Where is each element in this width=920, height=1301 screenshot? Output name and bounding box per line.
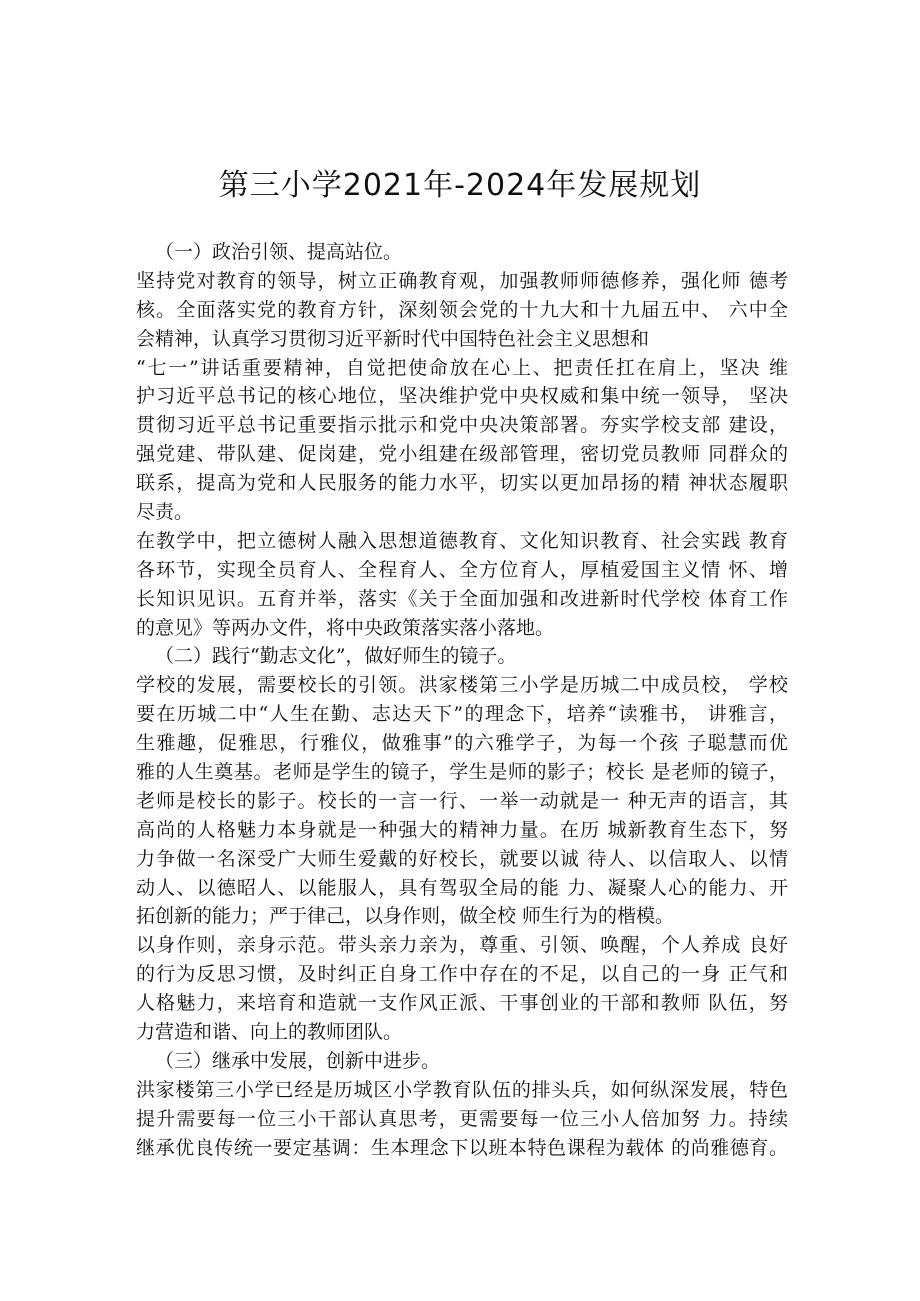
paragraph-line: 拓创新的能力；严于律己，以身作则，做全校 师生行为的楷模。: [136, 905, 675, 928]
paragraph-line: 尽责。: [136, 501, 194, 524]
paragraph-line: 生雅趣，促雅思，行雅仪，做雅事”的六雅学子，为每一个孩 子聪慧而优: [136, 732, 788, 755]
paragraph-line: 学校的发展，需要校长的引领。洪家楼第三小学是历城二中成员校， 学校: [136, 674, 788, 697]
paragraph-line: 长知识见识。五育并举，落实《关于全面加强和改进新时代学校 体育工作: [136, 587, 788, 610]
paragraph-line: 力争做一名深受广大师生爱戴的好校长，就要以诚 待人、以信取人、以情: [136, 847, 788, 870]
paragraph-line: 会精神，认真学习贯彻习近平新时代中国特色社会主义思想和: [136, 327, 650, 350]
paragraph-line: 力营造和谐、向上的教师团队。: [136, 1021, 403, 1044]
paragraph-line: 人格魅力，来培育和造就一支作风正派、干事创业的干部和教师 队伍，努: [136, 992, 788, 1015]
paragraph-line: 动人、以德昭人、以能服人，具有驾驭全局的能 力、凝聚人心的能力、开: [136, 876, 788, 899]
paragraph-line: 的意见》等两办文件，将中央政策落实落小落地。: [136, 616, 555, 639]
section-heading: （二）践行“勤志文化”，做好师生的镜子。: [155, 645, 517, 668]
paragraph-line: 高尚的人格魅力本身就是一种强大的精神力量。在历 城新教育生态下，努: [136, 818, 788, 841]
paragraph-line: 洪家楼第三小学已经是历城区小学教育队伍的排头兵，如何纵深发展，特色: [136, 1078, 788, 1101]
paragraph-line: 要在历城二中“人生在勤、志达天下”的理念下，培养“读雅书， 讲雅言，: [136, 703, 788, 726]
paragraph-line: 继承优良传统一要定基调：生本理念下以班本特色课程为载体 的尚雅德育。: [136, 1136, 788, 1159]
paragraph-line: 的行为反思习惯，及时纠正自身工作中存在的不足，以自己的一身 正气和: [136, 963, 788, 986]
paragraph-line: 雅的人生奠基。老师是学生的镜子，学生是师的影子；校长 是老师的镜子，: [136, 761, 788, 784]
document-body: [136, 238, 788, 1163]
paragraph-line: 护习近平总书记的核心地位，坚决维护党中央权威和集中统一领导， 坚决: [136, 385, 788, 408]
paragraph-line: 老师是校长的影子。校长的一言一行、一举一动就是一 种无声的语言，其: [136, 789, 788, 812]
paragraph-line: 提升需要每一位三小干部认真思考，更需要每一位三小人倍加努 力。持续: [136, 1107, 788, 1130]
paragraph-line: 在教学中，把立德树人融入思想道德教育、文化知识教育、社会实践 教育: [136, 529, 788, 552]
paragraph-line: “七一”讲话重要精神，自觉把使命放在心上、把责任扛在肩上，坚决 维: [136, 356, 788, 379]
paragraph-line: 贯彻习近平总书记重要指示批示和党中央决策部署。夯实学校支部 建设，: [136, 414, 788, 437]
paragraph-line: 联系，提高为党和人民服务的能力水平，切实以更加昂扬的精 神状态履职: [136, 472, 788, 495]
paragraph-line: 各环节，实现全员育人、全程育人、全方位育人，厚植爱国主义情 怀、增: [136, 558, 788, 581]
paragraph-line: 核。全面落实党的教育方针，深刻领会党的十九大和十九届五中、 六中全: [136, 298, 788, 321]
section-heading: （一）政治引领、提高站位。: [155, 241, 403, 263]
paragraph-line: 坚持党对教育的领导，树立正确教育观，加强教师师德修养，强化师 德考: [136, 269, 788, 292]
document-title: 第三小学2021年-2024年发展规划: [218, 168, 702, 203]
paragraph-line: 强党建、带队建、促岗建，党小组建在级部管理，密切党员教师 同群众的: [136, 443, 788, 466]
section-heading: （三）继承中发展，创新中进步。: [155, 1049, 441, 1072]
paragraph-line: 以身作则，亲身示范。带头亲力亲为，尊重、引领、唤醒，个人养成 良好: [136, 934, 788, 957]
